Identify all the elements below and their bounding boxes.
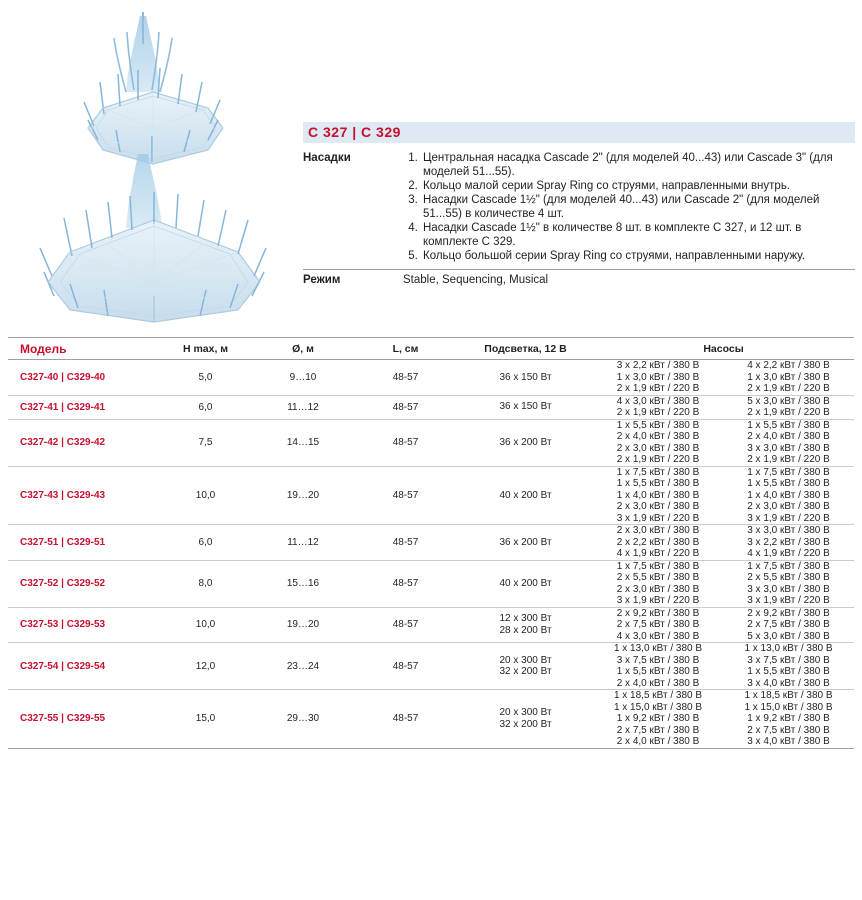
cell-line: 3 x 1,9 кВт / 220 В [616, 512, 700, 524]
cell-line: 2 x 7,5 кВт / 380 В [616, 724, 700, 736]
cell-line: 2 x 7,5 кВт / 380 В [747, 619, 830, 630]
cell-pumps-c329 [723, 560, 854, 607]
cell-line: 36 x 150 Вт [499, 401, 552, 413]
cell-length: 48-57 [353, 466, 458, 525]
table-row [8, 360, 854, 396]
page-title: C 327 | C 329 [303, 122, 855, 143]
cell-lighting [458, 395, 593, 419]
cell-line: 1 x 5,5 кВт / 380 В [747, 419, 830, 431]
cell-line: 3 x 7,5 кВт / 380 В [747, 654, 830, 666]
cell-line: 2 x 9,2 кВт / 380 В [616, 607, 700, 619]
cell-line: 3 x 4,0 кВт / 380 В [747, 736, 830, 747]
cell-line: 1 x 15,0 кВт / 380 В [744, 701, 833, 713]
column-header-model: Модель [8, 338, 158, 360]
cell-line: 2 x 1,9 кВт / 220 В [747, 454, 830, 465]
cell-line: 3 x 3,0 кВт / 380 В [747, 583, 830, 595]
nozzles-value [403, 151, 855, 263]
cell-model[interactable]: C327-54 | C329-54 [8, 643, 158, 690]
cell-diameter: 23…24 [253, 643, 353, 690]
cell-line: 20 x 300 Вт [499, 707, 552, 719]
table-row [8, 643, 854, 690]
cell-line: 1 x 7,5 кВт / 380 В [747, 560, 830, 572]
cell-length: 48-57 [353, 419, 458, 466]
cell-line: 2 x 3,0 кВт / 380 В [616, 583, 700, 595]
cell-line: 2 x 4,0 кВт / 380 В [616, 431, 700, 442]
cell-lighting [458, 643, 593, 690]
cell-pumps-c329 [723, 607, 854, 643]
cell-length: 48-57 [353, 525, 458, 561]
cell-pumps-c329 [723, 419, 854, 466]
cell-length: 48-57 [353, 395, 458, 419]
cell-line: 32 x 200 Вт [499, 666, 552, 677]
cell-hmax: 12,0 [158, 643, 253, 690]
cell-line: 1 x 7,5 кВт / 380 В [616, 466, 700, 478]
cell-hmax: 8,0 [158, 560, 253, 607]
cell-model[interactable]: C327-55 | C329-55 [8, 690, 158, 749]
cell-line: 2 x 4,0 кВт / 380 В [616, 736, 700, 747]
cell-line: 1 x 15,0 кВт / 380 В [613, 701, 703, 713]
cell-line: 1 x 7,5 кВт / 380 В [616, 560, 700, 572]
cell-hmax: 6,0 [158, 395, 253, 419]
column-header-pumps: Насосы [593, 338, 854, 360]
cell-line: 3 x 3,0 кВт / 380 В [747, 442, 830, 454]
spec-header [303, 122, 855, 286]
cell-model[interactable]: C327-40 | C329-40 [8, 360, 158, 396]
table-row [8, 560, 854, 607]
cell-line: 1 x 7,5 кВт / 380 В [747, 466, 830, 478]
list-item: 4. Насадки Cascade 1½" в количестве 8 шт. в комплекте C 327, и 12 шт. в комплекте C 329. [421, 221, 855, 249]
cell-pumps-c329 [723, 643, 854, 690]
cell-line: 1 x 5,5 кВт / 380 В [616, 419, 700, 431]
cell-line: 1 x 9,2 кВт / 380 В [616, 713, 700, 724]
mode-value: Stable, Sequencing, Musical [403, 274, 549, 286]
nozzles-label: Насадки [303, 152, 351, 164]
cell-line: 4 x 2,2 кВт / 380 В [747, 360, 830, 371]
cell-line: 2 x 7,5 кВт / 380 В [616, 619, 700, 630]
table-row [8, 525, 854, 561]
cell-pumps-c329 [723, 360, 854, 396]
cell-line: 20 x 300 Вт [499, 654, 552, 666]
cell-diameter: 19…20 [253, 466, 353, 525]
cell-diameter: 9…10 [253, 360, 353, 396]
specifications-table [8, 337, 854, 749]
cell-model[interactable]: C327-53 | C329-53 [8, 607, 158, 643]
mode-label: Режим [303, 274, 341, 286]
cell-line: 2 x 9,2 кВт / 380 В [747, 607, 830, 619]
cell-hmax: 10,0 [158, 466, 253, 525]
cell-line: 32 x 200 Вт [499, 718, 552, 730]
cell-pumps-c329 [723, 525, 854, 561]
cell-lighting [458, 690, 593, 749]
cell-pumps-c327 [593, 690, 723, 749]
table-row [8, 690, 854, 749]
cell-line: 36 x 200 Вт [499, 436, 552, 448]
cell-hmax: 7,5 [158, 419, 253, 466]
table-row [8, 395, 854, 419]
cell-line: 4 x 3,0 кВт / 380 В [616, 630, 700, 642]
cell-line: 2 x 1,9 кВт / 220 В [747, 407, 830, 418]
cell-line: 40 x 200 Вт [499, 489, 552, 501]
cell-line: 2 x 3,0 кВт / 380 В [616, 501, 700, 512]
cell-diameter: 15…16 [253, 560, 353, 607]
fountain-illustration [8, 4, 298, 324]
cell-lighting [458, 607, 593, 643]
cell-line: 2 x 1,9 кВт / 220 В [616, 407, 700, 418]
cell-line: 1 x 13,0 кВт / 380 В [613, 643, 703, 654]
cell-line: 1 x 3,0 кВт / 380 В [747, 371, 830, 383]
cell-line: 4 x 1,9 кВт / 220 В [616, 548, 700, 559]
cell-model[interactable]: C327-52 | C329-52 [8, 560, 158, 607]
cell-line: 1 x 3,0 кВт / 380 В [616, 371, 700, 383]
cell-lighting [458, 360, 593, 396]
cell-line: 2 x 3,0 кВт / 380 В [747, 501, 830, 512]
table-header-row [8, 338, 854, 360]
cell-line: 3 x 1,9 кВт / 220 В [747, 512, 830, 524]
column-header-length: L, см [353, 338, 458, 360]
cell-pumps-c329 [723, 466, 854, 525]
cell-line: 3 x 3,0 кВт / 380 В [747, 525, 830, 536]
cell-hmax: 5,0 [158, 360, 253, 396]
cell-lighting [458, 466, 593, 525]
cell-line: 2 x 5,5 кВт / 380 В [747, 572, 830, 583]
cell-line: 3 x 1,9 кВт / 220 В [747, 595, 830, 606]
cell-length: 48-57 [353, 360, 458, 396]
cell-model[interactable]: C327-51 | C329-51 [8, 525, 158, 561]
cell-line: 12 x 300 Вт [499, 613, 552, 625]
cell-length: 48-57 [353, 643, 458, 690]
cell-line: 1 x 5,5 кВт / 380 В [747, 478, 830, 489]
cell-line: 4 x 1,9 кВт / 220 В [747, 548, 830, 559]
cell-line: 2 x 1,9 кВт / 220 В [616, 454, 700, 465]
cell-line: 3 x 1,9 кВт / 220 В [616, 595, 700, 606]
column-header-lighting: Подсветка, 12 В [458, 338, 593, 360]
nozzles-list [403, 151, 855, 263]
cell-line: 2 x 3,0 кВт / 380 В [616, 442, 700, 454]
cell-line: 28 x 200 Вт [499, 624, 552, 636]
nozzles-row [303, 151, 855, 263]
table-row [8, 607, 854, 643]
cell-line: 2 x 4,0 кВт / 380 В [616, 677, 700, 689]
cell-line: 1 x 5,5 кВт / 380 В [616, 666, 700, 677]
cell-diameter: 19…20 [253, 607, 353, 643]
column-header-diameter: Ø, м [253, 338, 353, 360]
cell-line: 2 x 3,0 кВт / 380 В [616, 525, 700, 536]
cell-line: 1 x 13,0 кВт / 380 В [744, 643, 833, 654]
cell-line: 1 x 18,5 кВт / 380 В [744, 690, 833, 701]
cell-pumps-c327 [593, 360, 723, 396]
cell-length: 48-57 [353, 560, 458, 607]
cell-diameter: 11…12 [253, 525, 353, 561]
cell-line: 1 x 9,2 кВт / 380 В [747, 713, 830, 724]
cell-line: 1 x 5,5 кВт / 380 В [747, 666, 830, 677]
list-item: 2. Кольцо малой серии Spray Ring со струями, направленными внутрь. [421, 179, 855, 193]
cell-line: 5 x 3,0 кВт / 380 В [747, 630, 830, 642]
cell-pumps-c329 [723, 395, 854, 419]
cell-diameter: 14…15 [253, 419, 353, 466]
cell-pumps-c327 [593, 525, 723, 561]
cell-line: 1 x 4,0 кВт / 380 В [616, 489, 700, 501]
cell-pumps-c327 [593, 607, 723, 643]
cell-hmax: 15,0 [158, 690, 253, 749]
cell-pumps-c327 [593, 419, 723, 466]
cell-line: 1 x 18,5 кВт / 380 В [613, 690, 703, 701]
cell-line: 4 x 3,0 кВт / 380 В [616, 395, 700, 407]
cell-line: 2 x 4,0 кВт / 380 В [747, 431, 830, 442]
cell-pumps-c327 [593, 395, 723, 419]
cell-length: 48-57 [353, 607, 458, 643]
cell-diameter: 29…30 [253, 690, 353, 749]
cell-model[interactable]: C327-42 | C329-42 [8, 419, 158, 466]
cell-model[interactable]: C327-41 | C329-41 [8, 395, 158, 419]
cell-hmax: 10,0 [158, 607, 253, 643]
cell-line: 1 x 4,0 кВт / 380 В [747, 489, 830, 501]
cell-line: 2 x 7,5 кВт / 380 В [747, 724, 830, 736]
mode-row [303, 269, 855, 286]
cell-line: 36 x 150 Вт [499, 371, 552, 383]
column-header-hmax: H max, м [158, 338, 253, 360]
cell-line: 3 x 7,5 кВт / 380 В [616, 654, 700, 666]
table-body [8, 360, 854, 749]
table-row [8, 466, 854, 525]
cell-hmax: 6,0 [158, 525, 253, 561]
cell-pumps-c329 [723, 690, 854, 749]
cell-line: 3 x 2,2 кВт / 380 В [616, 360, 700, 371]
cell-lighting [458, 525, 593, 561]
cell-line: 3 x 4,0 кВт / 380 В [747, 677, 830, 689]
cell-line: 2 x 1,9 кВт / 220 В [747, 383, 830, 394]
cell-line: 5 x 3,0 кВт / 380 В [747, 395, 830, 407]
cell-lighting [458, 419, 593, 466]
cell-length: 48-57 [353, 690, 458, 749]
cell-line: 36 x 200 Вт [499, 536, 552, 548]
cell-lighting [458, 560, 593, 607]
list-item: 1. Центральная насадка Cascade 2" (для моделей 40...43) или Cascade 3" (для моделей 51...55). [421, 151, 855, 179]
cell-pumps-c327 [593, 560, 723, 607]
cell-line: 1 x 5,5 кВт / 380 В [616, 478, 700, 489]
cell-line: 40 x 200 Вт [499, 577, 552, 589]
cell-line: 2 x 2,2 кВт / 380 В [616, 536, 700, 548]
cell-diameter: 11…12 [253, 395, 353, 419]
cell-line: 2 x 1,9 кВт / 220 В [616, 383, 700, 394]
cell-pumps-c327 [593, 466, 723, 525]
list-item: 5. Кольцо большой серии Spray Ring со струями, направленными наружу. [421, 249, 855, 263]
cell-model[interactable]: C327-43 | C329-43 [8, 466, 158, 525]
cell-line: 2 x 5,5 кВт / 380 В [616, 572, 700, 583]
table-row [8, 419, 854, 466]
list-item: 3. Насадки Cascade 1½" (для моделей 40...43) или Cascade 2" (для моделей 51...55) в количестве 4 шт. [421, 193, 855, 221]
cell-pumps-c327 [593, 643, 723, 690]
cell-line: 3 x 2,2 кВт / 380 В [747, 536, 830, 548]
